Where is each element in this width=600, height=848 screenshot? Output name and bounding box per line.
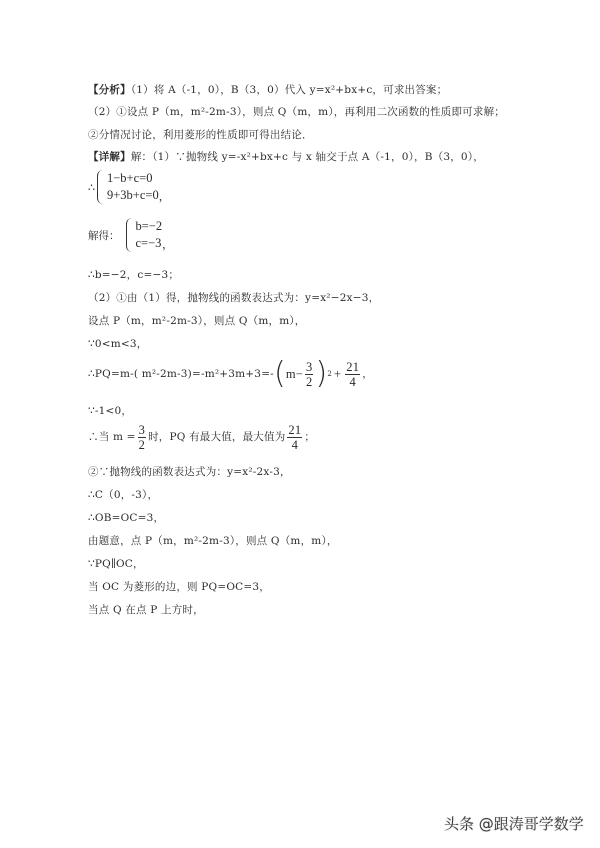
point-c-line: ∴C（0，-3），	[88, 489, 159, 501]
pq-prefix: ∴PQ=m-( m²-2m-3)=-m²+3m+3=-	[88, 368, 274, 380]
pq-expression: ∴PQ=m-( m²-2m-3)=-m²+3m+3=- ( m− $\frac{3}{2}$ ) 2 + $\frac{21}{4}$ ，	[88, 356, 373, 391]
equation-system-2	[88, 218, 173, 252]
analysis-tag: 【分析】	[88, 84, 131, 96]
analysis-line-3: ②分情况讨论，利用菱形的性质即可得出结论．	[88, 129, 313, 141]
solution-c: c=−3	[135, 236, 162, 250]
max-end: ；	[304, 431, 316, 443]
fraction-21-4: $\frac{21}{4}$	[346, 359, 360, 389]
left-paren: (	[273, 356, 286, 391]
analysis-line-2: （2）①设点 P（m，m²-2m-3），则点 Q（m，m），再利用二次函数的性质即可求解；	[88, 106, 505, 118]
ob-oc-line: ∴OB=OC=3，	[88, 512, 165, 524]
q-above-p-line: 当点 Q 在点 P 上方时，	[88, 604, 204, 616]
analysis-line-1	[88, 83, 447, 97]
fraction-3-2: $\frac{3}{2}$	[306, 359, 313, 389]
fraction-21-4: $\frac{21}{4}$	[288, 422, 302, 452]
circle2-line: ②∵抛物线的函数表达式为：y=x²-2x-3，	[88, 466, 291, 478]
by-problem-line: 由题意，点 P（m，m²-2m-3），则点 Q（m，m），	[88, 535, 338, 547]
plus-sign: +	[334, 367, 342, 381]
max-value-line	[88, 420, 315, 454]
detail-intro-text: 解：（1）∵抛物线 y=-x²+bx+c 与 x 轴交于点 A（-1，0），B（3，0），	[130, 151, 484, 163]
parallel-line: ∵PQ∥OC，	[88, 558, 144, 570]
equation-1: 1−b+c=0	[107, 171, 153, 185]
equation-system-1	[88, 170, 170, 204]
right-paren: )	[315, 356, 328, 391]
part2-line-2: 设点 P（m，m²-2m-3），则点 Q（m，m），	[88, 315, 306, 327]
solve-label: 解得：	[88, 229, 120, 242]
part2-line-1: （2）①由（1）得，抛物线的函数表达式为：y=x²−2x−3，	[88, 292, 380, 304]
solution-b: b=−2	[135, 219, 163, 233]
fraction-3-2: $\frac{3}{2}$	[138, 422, 146, 452]
part2-line-3: ∵0<m<3，	[88, 338, 148, 350]
pq-inner: m−	[285, 367, 304, 381]
max-prefix: ∴当 m =	[88, 431, 136, 443]
max-mid: 时，PQ 有最大值，最大值为	[148, 431, 286, 443]
detail-intro-line	[88, 150, 484, 164]
pq-end: ，	[362, 368, 373, 380]
brace-icon	[126, 218, 133, 252]
system2-end: ，	[162, 238, 174, 251]
brace-icon	[97, 170, 104, 204]
equation-2: 9+3b+c=0	[107, 188, 159, 202]
analysis-text-1: （1）将 A（-1，0），B（3，0）代入 y=x²+bx+c，可求出答案；	[130, 84, 448, 96]
negative-coefficient-line: ∵-1<0，	[88, 405, 133, 417]
rhombus-side-line: 当 OC 为菱形的边，则 PQ=OC=3，	[88, 581, 270, 593]
system1-end: ，	[158, 190, 170, 203]
detail-tag: 【详解】	[88, 151, 131, 163]
therefore-symbol: ∴	[88, 180, 95, 194]
watermark: 头条 @跟涛哥学数学	[444, 815, 584, 833]
result-bc: ∴b=−2，c=−3；	[88, 269, 180, 281]
